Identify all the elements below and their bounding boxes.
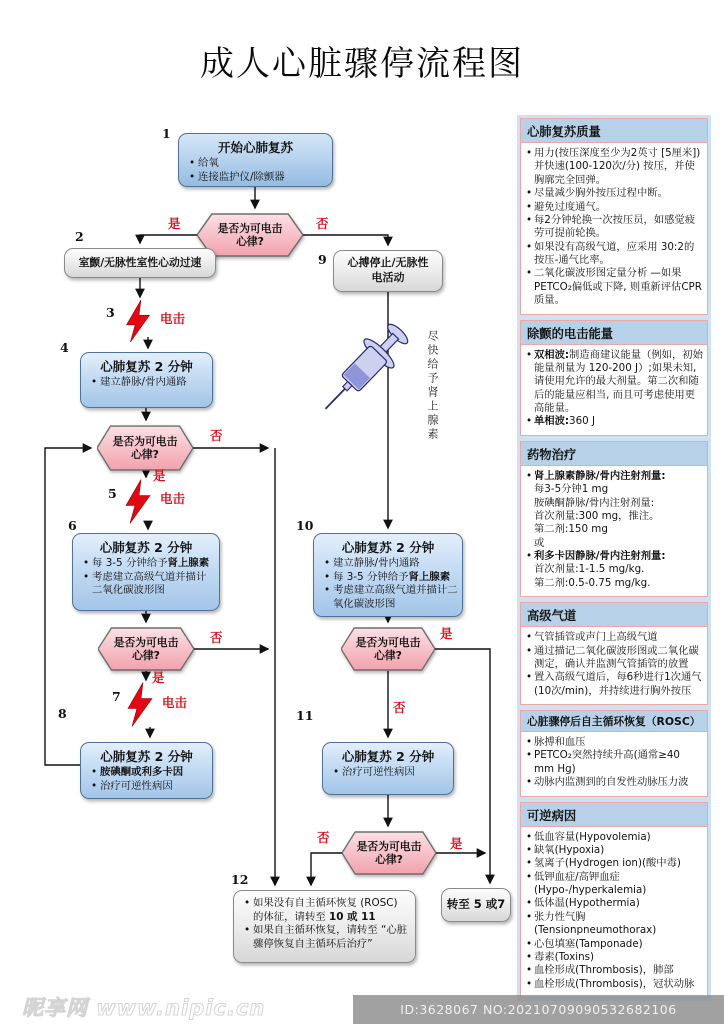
- branch-label-no: 否: [210, 630, 223, 645]
- list-item: • 低体温(Hypothermia): [526, 897, 703, 910]
- flow-box-goto-5-or-7: [441, 888, 511, 922]
- decision-shockable-rhythm-3: 是否为可电击 心律?: [98, 627, 194, 671]
- step-number-4: 4: [60, 340, 69, 355]
- section-title: 可逆病因: [521, 803, 707, 827]
- branch-label-yes: 是: [450, 836, 463, 851]
- section-title: 除颤的电击能量: [521, 321, 707, 345]
- image-id-text: ID:3628067 NO:20210709090532682106: [400, 1002, 677, 1017]
- epinephrine-note: 尽快给予肾上腺素: [426, 330, 439, 442]
- box-title: 心肺复苏 2 分钟: [100, 359, 193, 374]
- step-number-8: 8: [58, 706, 67, 721]
- shock-label-7: 电击: [162, 695, 188, 710]
- list-item: • 气管插管或声门上高级气道: [526, 631, 703, 644]
- box-bullet: • 每 3-5 分钟给予肾上腺素: [322, 571, 458, 585]
- list-item: • 心包填塞(Tamponade): [526, 938, 703, 951]
- flow-box-vf-pvt: [64, 248, 216, 278]
- box-title-line2: 电活动: [371, 271, 405, 284]
- list-item: • 血栓形成(Thrombosis)，冠状动脉: [526, 978, 703, 991]
- list-item: • 每2分钟轮换一次按压员，如感觉疲劳可提前轮换。: [526, 214, 703, 241]
- decision-shockable-rhythm-4: 是否为可电击 心律?: [341, 627, 435, 671]
- goto-label: 转至 5 或7: [446, 897, 506, 912]
- step-number-2: 2: [75, 229, 84, 244]
- box-title-line1: 心搏停止/无脉性: [347, 256, 429, 270]
- list-item: • 置入高级气道后，每6秒进行1次通气(10次/min)，并持续进行胸外按压: [526, 671, 703, 698]
- decision-shockable-rhythm-1: 是否为可电击 心律?: [197, 213, 303, 257]
- sidebar-section-reversible-causes: [520, 802, 708, 999]
- box-title: 开始心肺复苏: [217, 140, 293, 155]
- box-bullet: • 给氧: [187, 157, 328, 171]
- flow-box-cpr-2min-10: [313, 533, 463, 617]
- decision-shockable-rhythm-2: 是否为可电击 心律?: [97, 425, 193, 471]
- site-watermark: 昵享网 www.nipic.cn: [22, 996, 266, 1020]
- decision-shockable-rhythm-5: 是否为可电击 心律?: [342, 831, 436, 875]
- list-item: • 血栓形成(Thrombosis)，肺部: [526, 964, 703, 977]
- list-item: • 毒素(Toxins): [526, 951, 703, 964]
- flow-box-asystole-pea: [333, 250, 443, 292]
- list-item: • 张力性气胸(Tensionpneumothorax): [526, 911, 703, 938]
- shock-label-5: 电击: [160, 491, 186, 506]
- step-number-1: 1: [162, 126, 171, 141]
- flow-box-cpr-2min-11: [322, 742, 454, 795]
- box-bullet: • 治疗可逆性病因: [331, 766, 449, 780]
- branch-label-yes: 是: [152, 670, 165, 685]
- shock-label-3: 电击: [160, 311, 186, 326]
- box-bullet: • 如果没有自主循环恢复 (ROSC) 的体征，请转至 10 或 11: [242, 897, 411, 924]
- flow-box-rosc-check-12: [233, 890, 416, 963]
- flow-box-cpr-2min-4: [80, 352, 213, 408]
- branch-label-yes: 是: [440, 626, 453, 641]
- image-id-badge: [353, 995, 724, 1024]
- box-bullet: • 连接监护仪/除颤器: [187, 171, 328, 185]
- step-number-5: 5: [108, 486, 117, 501]
- box-title: 心肺复苏 2 分钟: [341, 749, 435, 764]
- branch-label-no: 否: [316, 216, 329, 231]
- step-number-11: 11: [296, 708, 314, 723]
- sidebar-section-cpr-quality: [520, 118, 708, 315]
- box-title: 心肺复苏 2 分钟: [99, 540, 193, 555]
- shock-bolt-icon-7: [126, 682, 156, 727]
- list-item: • 缺氧(Hypoxia): [526, 844, 703, 857]
- box-bullet: • 每 3-5 分钟给予肾上腺素: [81, 557, 215, 571]
- flow-box-cpr-2min-8: [80, 742, 213, 799]
- box-bullet: • 建立静脉/骨内通路: [322, 557, 458, 571]
- list-item: 第二剂:150 mg: [534, 523, 608, 536]
- branch-label-yes: 是: [168, 216, 181, 231]
- list-item: • 氢离子(Hydrogen ion)(酸中毒): [526, 857, 703, 870]
- step-number-3: 3: [106, 305, 115, 320]
- step-number-12: 12: [231, 872, 249, 887]
- list-item: 首次剂量:1-1.5 mg/kg.: [534, 563, 645, 576]
- decision-text: 是否为可电击: [217, 221, 283, 235]
- sidebar-section-drug-therapy: [520, 441, 708, 597]
- list-item: 或: [534, 536, 545, 549]
- flow-box-cpr-2min-6: [72, 533, 220, 611]
- branch-label-no: 否: [210, 428, 223, 443]
- branch-label-no: 否: [317, 830, 330, 845]
- sidebar-section-shock-energy: [520, 320, 708, 436]
- list-item: • 动脉内监测到的自发性动脉压力波: [526, 776, 703, 789]
- box-title: 室颤/无脉性室性心动过速: [78, 255, 202, 269]
- sidebar-section-advanced-airway: [520, 602, 708, 705]
- section-title: 药物治疗: [521, 442, 707, 466]
- list-item: • 脉搏和血压: [526, 736, 703, 749]
- list-item: 胺碘酮静脉/骨内注射剂量:: [534, 496, 655, 509]
- branch-label-yes: 是: [153, 468, 166, 483]
- list-item: 首次剂量:300 mg，推注。: [534, 509, 660, 522]
- list-item: • 如果没有高级气道，应采用 30:2的按压-通气比率。: [526, 241, 703, 268]
- box-bullet: • 考虑建立高级气道并描计二氧化碳波形图: [81, 571, 215, 598]
- box-bullet: • 考虑建立高级气道并描计二氧化碳波形图: [322, 584, 458, 611]
- step-number-6: 6: [68, 518, 77, 533]
- shock-bolt-icon-3: [124, 300, 154, 342]
- list-item: • 低钾血症/高钾血症 (Hypo-/hyperkalemia): [526, 871, 703, 898]
- shock-bolt-icon-5: [124, 479, 154, 524]
- list-item: • 单相波:360 J: [526, 415, 703, 428]
- step-number-9: 9: [318, 252, 327, 267]
- list-item: • PETCO₂突然持续升高(通常≥40 mm Hg): [526, 749, 703, 776]
- reference-sidebar: [517, 115, 711, 1001]
- list-item: • 尽量减少胸外按压过程中断。: [526, 187, 703, 200]
- list-item: • 双相波:制造商建议能量（例如，初始能量剂量为 120-200 J）;如果未知, 请使用允许的最大剂量。第二次和随后的能量应相当, 而且可考虑使用更高能量。: [526, 349, 703, 416]
- flow-box-start-cpr: [178, 133, 333, 187]
- list-item: 每3-5分钟1 mg: [534, 483, 609, 496]
- list-item: 第二剂:0.5-0.75 mg/kg.: [534, 576, 651, 589]
- step-number-10: 10: [296, 518, 314, 533]
- list-item: • 利多卡因静脉/骨内注射剂量:: [526, 550, 703, 563]
- list-item: • 通过描记二氧化碳波形图或二氧化碳测定，确认并监测气管插管的放置: [526, 645, 703, 672]
- box-title: 心肺复苏 2 分钟: [341, 540, 435, 555]
- list-item: • 用力(按压深度至少为2英寸 [5厘米])并快速(100-120次/分) 按压，并使胸廓完全回弹。: [526, 147, 703, 187]
- branch-label-no: 否: [393, 700, 406, 715]
- box-bullet: • 建立静脉/骨内通路: [89, 376, 208, 390]
- box-bullet: • 治疗可逆性病因: [89, 780, 208, 794]
- section-title: 心肺复苏质量: [521, 119, 707, 143]
- box-bullet: • 胺碘酮或利多卡因: [89, 766, 208, 780]
- box-bullet: • 如果自主循环恢复，请转至 “心脏骤停恢复自主循环后治疗”: [242, 924, 411, 951]
- section-title: 高级气道: [521, 603, 707, 627]
- step-number-7: 7: [112, 689, 121, 704]
- list-item: • 二氧化碳波形图定量分析 —如果PETCO₂偏低或下降, 则重新评估CPR质量。: [526, 267, 703, 307]
- section-title: 心脏骤停后自主循环恢复（ROSC）: [521, 711, 707, 732]
- sidebar-section-rosc: [520, 710, 708, 797]
- list-item: • 肾上腺素静脉/骨内注射剂量:: [526, 470, 703, 483]
- list-item: • 避免过度通气。: [526, 201, 703, 214]
- box-title: 心肺复苏 2 分钟: [100, 749, 193, 764]
- page-title: 成人心脏骤停流程图: [200, 44, 524, 84]
- list-item: • 低血容量(Hypovolemia): [526, 831, 703, 844]
